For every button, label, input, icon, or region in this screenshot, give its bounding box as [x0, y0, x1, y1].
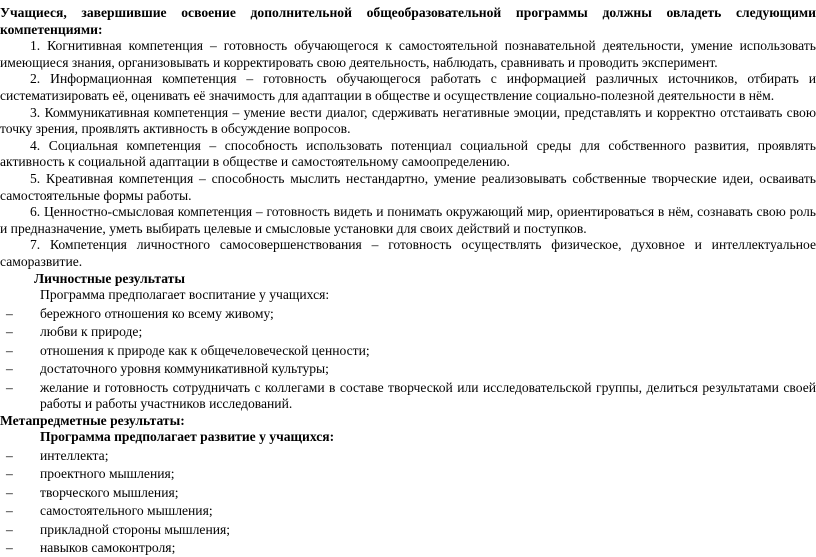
competency-7: 7. Компетенция личностного самосовершенствования – готовность осуществлять физическое, духовное и интеллектуальное саморазвитие.: [0, 237, 816, 269]
meta-results-list: [0, 448, 816, 557]
dash-bullet-icon: –: [6, 503, 13, 519]
dash-bullet-icon: –: [6, 361, 13, 377]
competency-6: 6. Ценностно-смысловая компетенция – готовность видеть и понимать окружающий мир, ориентироваться в нём, сознавать свою роль и предназначение, уметь выбирать целевые и смысловые установки для своих действий и поступков.: [0, 204, 816, 236]
dash-bullet-icon: –: [6, 324, 13, 340]
dash-bullet-icon: –: [6, 342, 13, 358]
dash-bullet-icon: –: [6, 466, 13, 482]
dash-bullet-icon: –: [6, 484, 13, 500]
personal-results-list: [0, 306, 816, 413]
list-item: – самостоятельного мышления;: [6, 503, 213, 519]
competency-3: 3. Коммуникативная компетенция – умение вести диалог, сдерживать негативные эмоции, представлять и корректно отстаивать свою точку зрения, проявлять активность в обсуждение вопросов.: [0, 104, 816, 137]
dash-bullet-icon: –: [6, 521, 13, 537]
list-item: – отношения к природе как к общечеловеческой ценности;: [6, 342, 370, 358]
list-item: – достаточного уровня коммуникативной культуры;: [6, 361, 329, 377]
list-item: – интеллекта;: [6, 447, 109, 463]
competency-5: 5. Креативная компетенция – способность мыслить нестандартно, умение реализовывать собственные творческие идеи, осваивать самостоятельные формы работы.: [0, 170, 816, 203]
personal-results-heading: Личностные результаты: [34, 270, 185, 286]
dash-bullet-icon: –: [6, 447, 13, 463]
meta-results-lead: Программа предполагает развитие у учащихся:: [40, 429, 335, 445]
list-item: – прикладной стороны мышления;: [6, 521, 231, 537]
list-item: – проектного мышления;: [6, 466, 175, 482]
dash-bullet-icon: –: [6, 379, 13, 395]
list-item: – бережного отношения ко всему живому;: [6, 305, 274, 321]
personal-results-lead: Программа предполагает воспитание у учащихся:: [40, 287, 330, 303]
competency-1: 1. Когнитивная компетенция – готовность обучающегося к самостоятельной познавательной деятельности, умение использовать имеющиеся знания, организовывать и корректировать свою деятельность, наблюдать, сравнивать и проводить эксперимент.: [0, 38, 816, 70]
meta-results-heading: Метапредметные результаты:: [0, 412, 185, 428]
competency-2: 2. Информационная компетенция – готовность обучающегося работать с информацией различных источников, отбирать и систематизировать её, оценивать её значимость для адаптации в обществе и осуществление социально-полезной деятельности в нём.: [0, 71, 816, 103]
list-item: – любви к природе;: [6, 324, 143, 340]
list-item: – навыков самоконтроля;: [6, 540, 176, 556]
dash-bullet-icon: –: [6, 305, 13, 321]
list-item: – творческого мышления;: [6, 484, 179, 500]
list-item: – желание и готовность сотрудничать с коллегами в составе творческой или исследовательской группы, делиться результатами своей работы и работы участников исследований.: [6, 379, 816, 412]
dash-bullet-icon: –: [6, 540, 13, 556]
competency-4: 4. Социальная компетенция – способность использовать потенциал социальной среды для собственного развития, проявлять активность к социальной адаптации в обществе и самостоятельному самоопределению.: [0, 137, 816, 170]
intro-paragraph: Учащиеся, завершившие освоение дополнительной общеобразовательной программы должны овладеть следующими компетенциями:: [0, 5, 816, 37]
